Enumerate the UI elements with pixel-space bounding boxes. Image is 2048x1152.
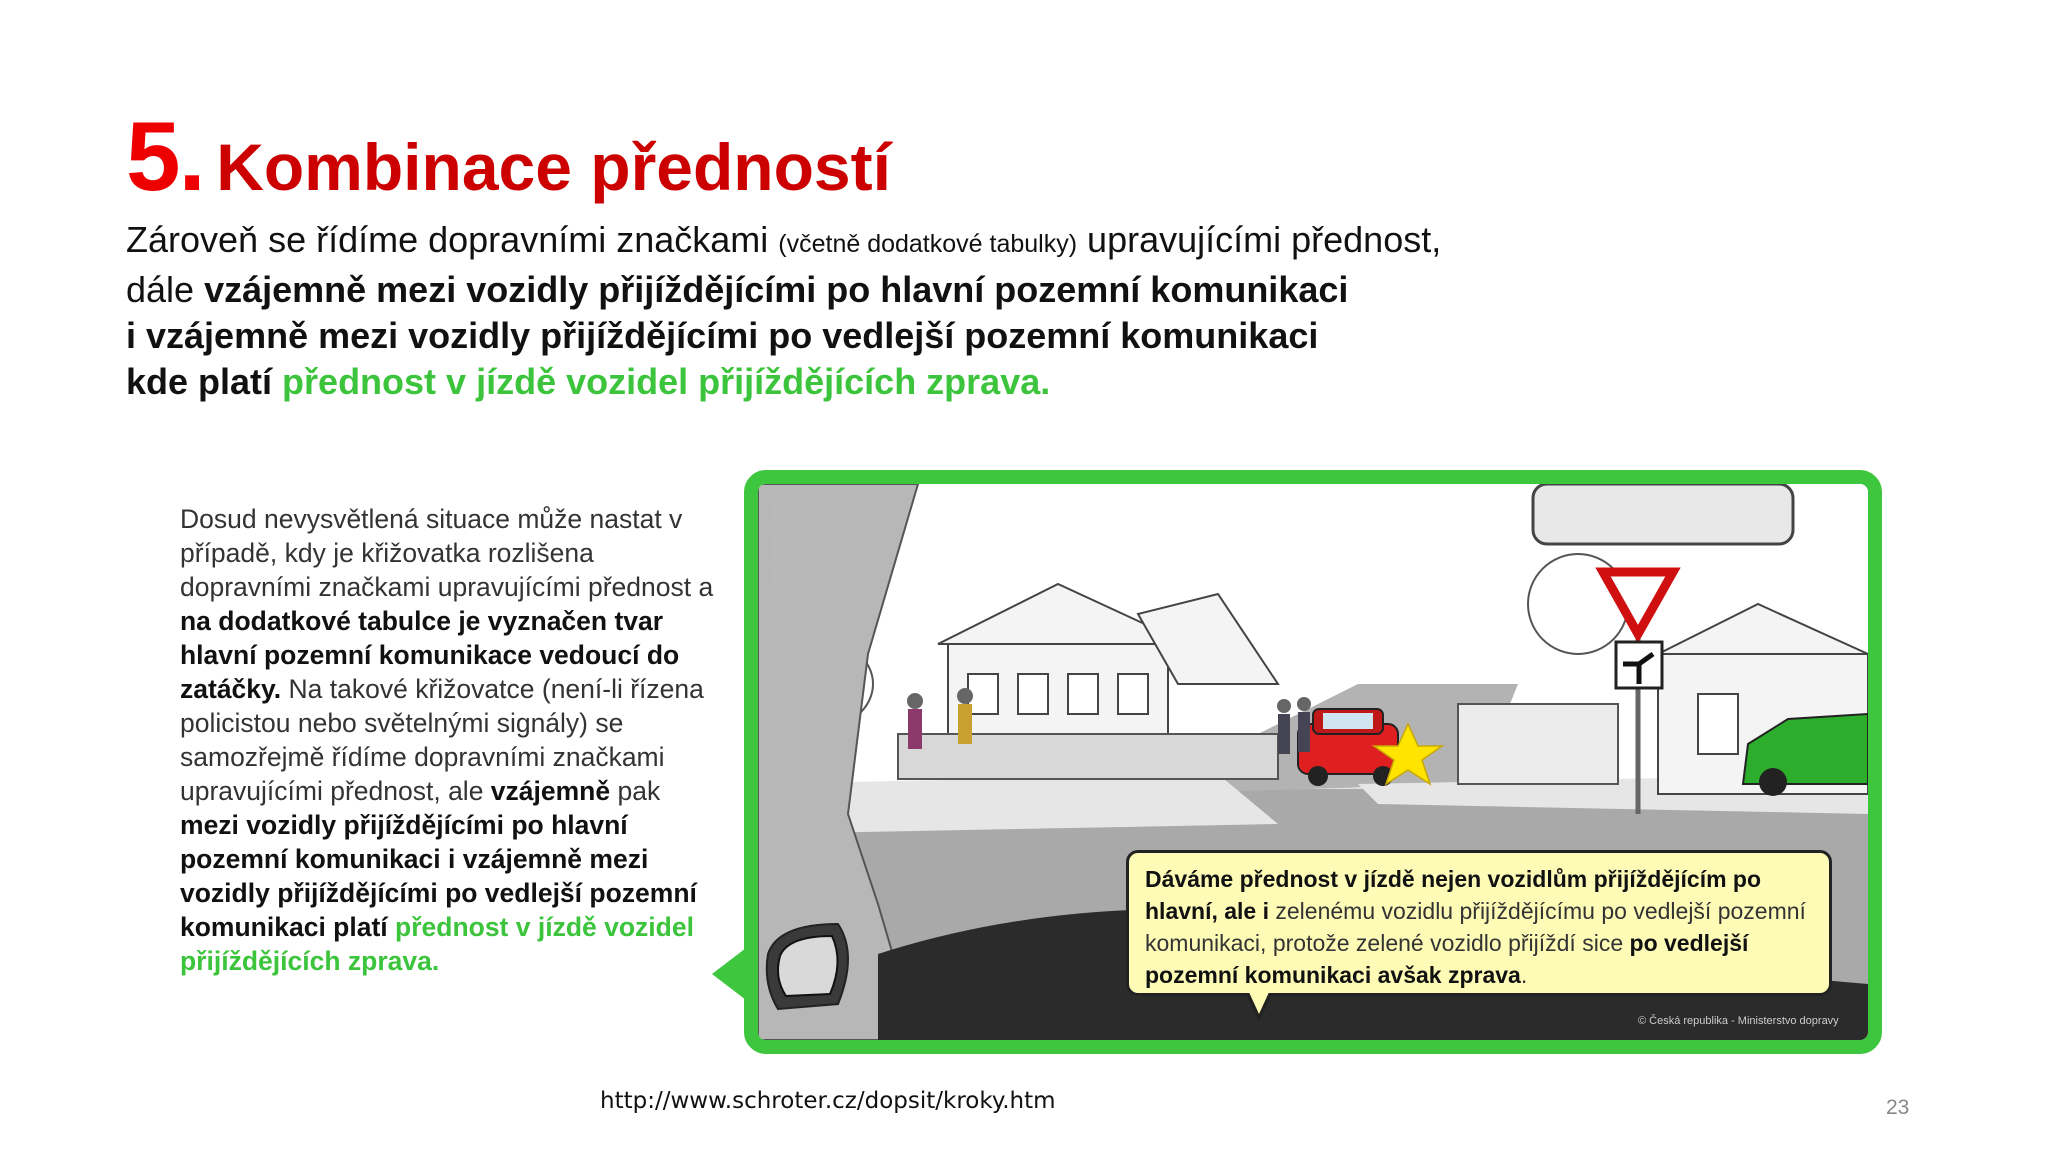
side-explanation xyxy=(180,502,720,978)
side-p2-green: přednost v jízdě vozidel přijíždějících zprava. xyxy=(180,912,694,976)
intro-line-1-a: Zároveň se řídíme dopravními značkami xyxy=(126,219,779,260)
side-p1-bold: na dodatkové tabulce je vyznačen tvar hlavní pozemní komunikace vedoucí do zatáčky. xyxy=(180,606,680,704)
intro-line-4-green: přednost v jízdě vozidel přijíždějících zprava. xyxy=(282,361,1051,402)
source-url: http://www.schroter.cz/dopsit/kroky.htm xyxy=(600,1088,1056,1114)
intro-line-2-a: dále xyxy=(126,269,205,310)
frame-pointer xyxy=(712,948,746,1000)
intro-line-2 xyxy=(126,267,1441,313)
callout-text-1: zelenému vozidlu přijíždějícímu po vedlejší pozemní komunikaci, protože zelené vozidlo přijíždí sice xyxy=(1145,898,1806,956)
intro-line-1 xyxy=(126,217,1441,267)
page-number: 23 xyxy=(1886,1096,1910,1119)
rear-view-mirror xyxy=(1533,484,1793,544)
intro-line-3-bold: i vzájemně mezi vozidly přijíždějícími po vedlejší pozemní komunikaci xyxy=(126,315,1319,356)
callout-tail-inner xyxy=(1248,990,1270,1014)
side-p1: Dosud nevysvětlená situace může nastat v případě, kdy je křižovatka rozlišena dopravními značkami upravujícími přednost a xyxy=(180,504,714,602)
intro-line-4-bold: kde platí xyxy=(126,361,283,402)
intro-line-1-small: (včetně dodatkové tabulky) xyxy=(778,230,1078,258)
intro-text xyxy=(126,217,1441,405)
explanation-callout xyxy=(1126,850,1832,996)
side-p2-mid: pak xyxy=(610,776,661,806)
intro-line-3 xyxy=(126,313,1441,359)
illustration-copyright: © Česká republika - Ministerstvo dopravy xyxy=(1638,1015,1839,1027)
garage xyxy=(1458,704,1618,784)
callout-text-2: . xyxy=(1520,962,1528,988)
slide-title-text: Kombinace předností xyxy=(216,130,891,204)
callout-bold-2: po vedlejší pozemní komunikaci avšak zprava xyxy=(1145,930,1749,988)
side-p2-bold2: mezi vozidly přijíždějícími po hlavní pozemní komunikaci i vzájemně mezi vozidly přijíždějícími po vedlejší pozemní komunikaci platí xyxy=(180,810,697,942)
intro-line-1-b: upravujícími přednost, xyxy=(1077,219,1442,260)
illustration-vertical-note: Použity: Copyright 2008 xyxy=(770,500,779,585)
intro-line-2-bold: vzájemně mezi vozidly přijíždějícími po hlavní pozemní komunikaci xyxy=(204,269,1349,310)
intro-line-4 xyxy=(126,359,1441,405)
stone-wall xyxy=(898,734,1278,779)
slide-number: 5. xyxy=(126,101,204,211)
slide-title xyxy=(126,100,891,213)
side-p2-bold1: vzájemně xyxy=(490,776,611,806)
side-p2: Na takové křižovatce (není-li řízena policistou nebo světelnými signály) se samozřejmě řídíme dopravními značkami upravujícími přednost, ale xyxy=(180,674,704,806)
callout-bold-1: Dáváme přednost v jízdě nejen vozidlům přijíždějícím po hlavní, ale i xyxy=(1145,866,1762,924)
